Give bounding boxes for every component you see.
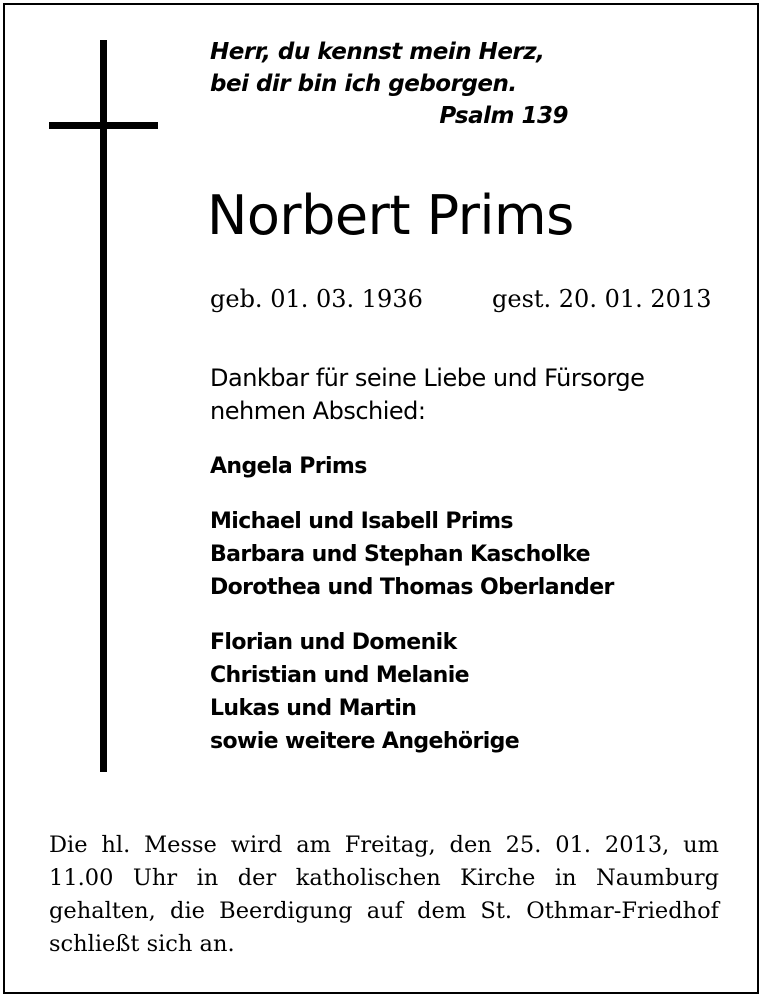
cross-vertical-bar	[100, 40, 107, 772]
cross-horizontal-bar	[49, 122, 158, 129]
mourners-list	[210, 450, 730, 780]
mourner-name: Lukas und Martin	[210, 696, 417, 721]
psalm-reference: Psalm 139	[439, 103, 568, 129]
birth-date: geb. 01. 03. 1936	[210, 285, 423, 313]
mourner-name: sowie weitere Angehörige	[210, 729, 520, 754]
mourner-name: Angela Prims	[210, 454, 367, 479]
psalm-quote	[210, 36, 580, 132]
mourner-name: Barbara und Stephan Kascholke	[210, 542, 590, 567]
mourner-name: Florian und Domenik	[210, 630, 457, 655]
psalm-line-2: bei dir bin ich geborgen.	[210, 71, 517, 97]
mourner-name: Christian und Melanie	[210, 663, 469, 688]
farewell-line-2: nehmen Abschied:	[210, 397, 426, 425]
mourner-group	[210, 505, 730, 604]
service-announcement: Die hl. Messe wird am Freitag, den 25. 01. 2013, um 11.00 Uhr in der katholischen Kirche in Naumburg gehalten, die Beerdigung auf dem St. Othmar-Friedhof schließt sich an.	[49, 832, 719, 957]
mourner-name: Michael und Isabell Prims	[210, 509, 513, 534]
mourner-name: Dorothea und Thomas Oberlander	[210, 575, 614, 600]
death-date: gest. 20. 01. 2013	[492, 285, 712, 313]
farewell-intro	[210, 362, 730, 428]
mourner-group	[210, 626, 730, 758]
mourner-group	[210, 450, 730, 483]
farewell-line-1: Dankbar für seine Liebe und Fürsorge	[210, 364, 645, 392]
deceased-name: Norbert Prims	[207, 184, 574, 247]
psalm-line-1: Herr, du kennst mein Herz,	[210, 39, 545, 65]
